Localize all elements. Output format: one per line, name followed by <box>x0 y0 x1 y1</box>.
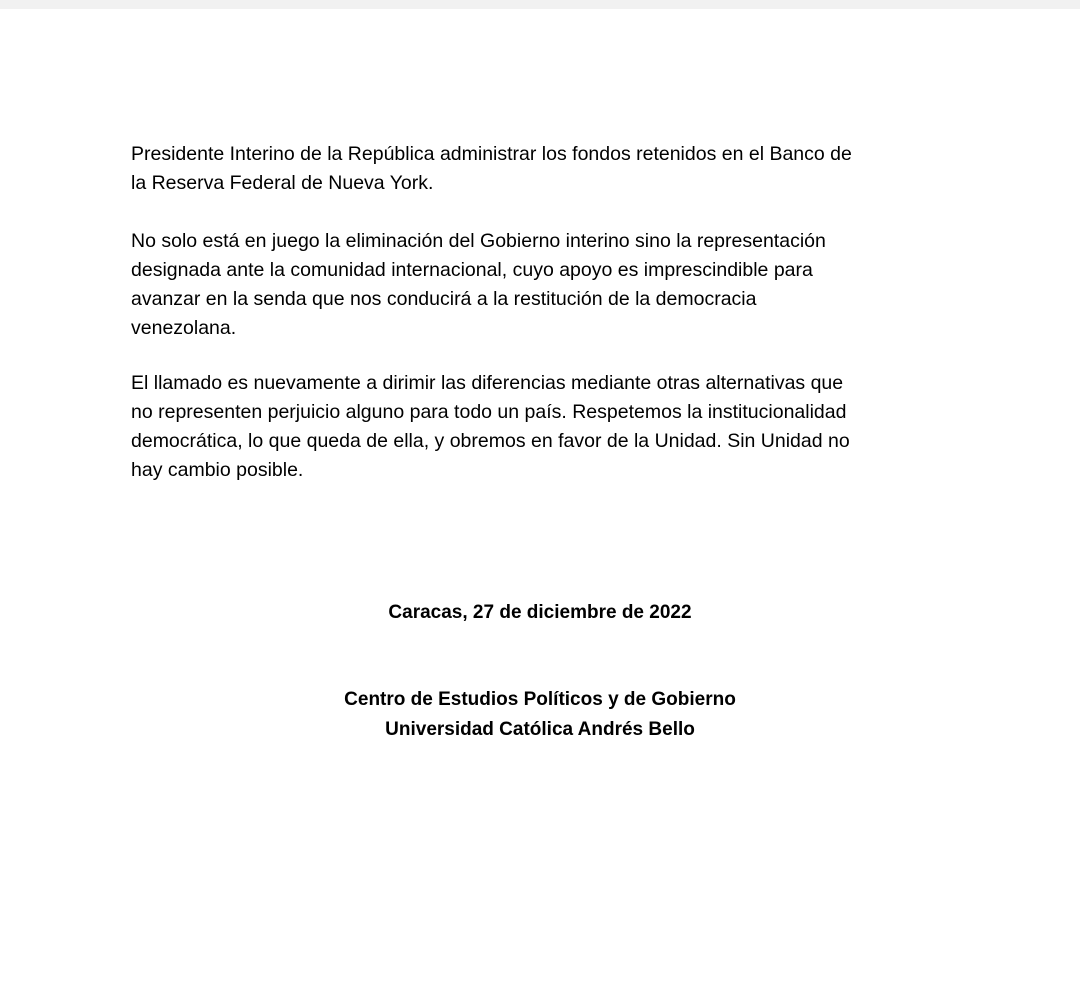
paragraph-2: No solo está en juego la eliminación del Gobierno interino sino la representación designada ante la comunidad internacional, cuyo apoyo es imprescindible para avanzar en la senda que nos conducirá a la restitución de la democracia venezolana. <box>131 230 826 339</box>
viewer-top-strip <box>0 0 1080 9</box>
signature-university: Universidad Católica Andrés Bello <box>385 719 695 740</box>
date-line: Caracas, 27 de diciembre de 2022 <box>388 602 692 623</box>
paragraph-1: Presidente Interino de la República administrar los fondos retenidos en el Banco de la Reserva Federal de Nueva York. <box>131 143 852 194</box>
document-page <box>0 9 1080 990</box>
signature-organization: Centro de Estudios Políticos y de Gobierno <box>344 689 736 710</box>
paragraph-3: El llamado es nuevamente a dirimir las diferencias mediante otras alternativas que no representen perjuicio alguno para todo un país. Respetemos la institucionalidad democrática, lo que queda de ella, y obremos en favor de la Unidad. Sin Unidad no hay cambio posible. <box>131 372 850 481</box>
